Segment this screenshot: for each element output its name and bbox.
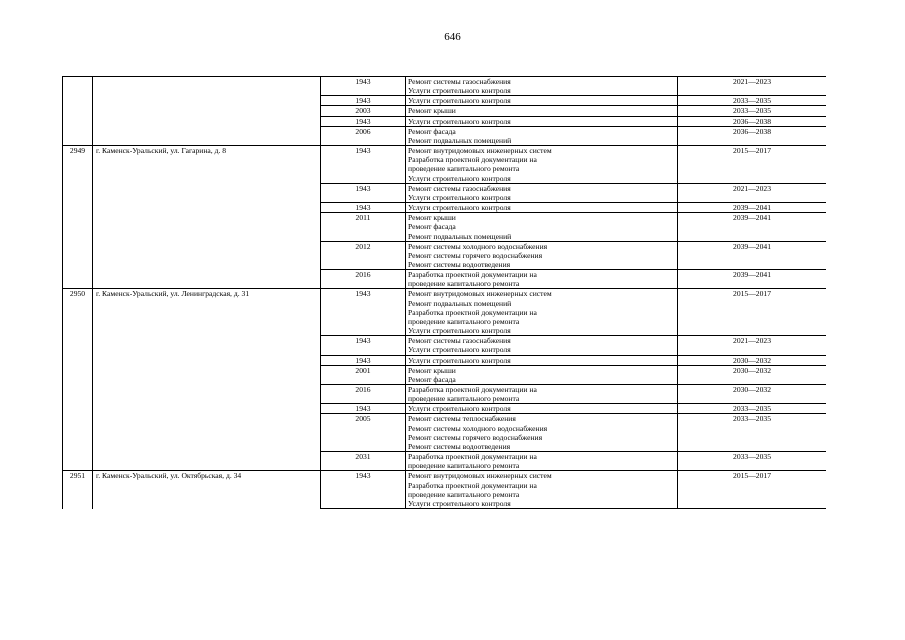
work-item: проведение капитального ремонта: [408, 316, 520, 326]
work-types: [406, 414, 678, 452]
work-types: [406, 355, 678, 365]
work-types: [406, 126, 678, 145]
build-year: 1943: [321, 203, 406, 213]
work-types: [406, 336, 678, 355]
build-year: 2012: [321, 241, 406, 269]
work-types: [406, 385, 678, 404]
build-year: 2016: [321, 385, 406, 404]
work-types: [406, 270, 678, 289]
work-item: Разработка проектной документации на: [408, 270, 537, 280]
work-types: [406, 183, 678, 202]
planned-period: 2039—2041: [678, 203, 827, 213]
work-item: Ремонт системы горячего водоснабжения: [408, 250, 543, 260]
work-item: Ремонт фасада: [408, 222, 456, 232]
work-item: Услуги строительного контроля: [408, 345, 511, 355]
work-item: Ремонт системы теплоснабжения: [408, 414, 516, 424]
work-item: Ремонт системы газоснабжения: [408, 336, 511, 346]
work-item: Разработка проектной документации на: [408, 307, 537, 317]
work-item: Ремонт системы газоснабжения: [408, 77, 511, 86]
build-year: 1943: [321, 77, 406, 96]
work-item: проведение капитального ремонта: [408, 489, 520, 499]
work-item: Ремонт внутридомовых инженерных систем: [408, 471, 552, 481]
planned-period: 2033—2035: [678, 106, 827, 116]
build-year: 1943: [321, 336, 406, 355]
work-item: Ремонт крыши: [408, 213, 456, 223]
planned-period: 2033—2035: [678, 404, 827, 414]
build-year: 2006: [321, 126, 406, 145]
work-item: Ремонт системы водоотведения: [408, 441, 511, 451]
planned-period: 2015—2017: [678, 289, 827, 336]
work-item: Разработка проектной документации на: [408, 452, 537, 462]
build-year: 2011: [321, 213, 406, 241]
work-item: Ремонт фасада: [408, 374, 456, 384]
work-item: Услуги строительного контроля: [408, 498, 511, 508]
work-item: Услуги строительного контроля: [408, 192, 511, 202]
planned-period: 2030—2032: [678, 355, 827, 365]
work-types: [406, 77, 678, 96]
work-types: [406, 452, 678, 471]
work-types: [406, 289, 678, 336]
build-year: 1943: [321, 183, 406, 202]
work-item: Ремонт крыши: [408, 365, 456, 375]
work-item: Ремонт внутридомовых инженерных систем: [408, 146, 552, 156]
planned-period: 2039—2041: [678, 213, 827, 241]
planned-period: 2015—2017: [678, 471, 827, 509]
work-item: Ремонт системы холодного водоснабжения: [408, 423, 548, 433]
build-year: 2016: [321, 270, 406, 289]
planned-period: 2021—2023: [678, 77, 827, 96]
work-item: Ремонт фасада: [408, 126, 456, 136]
work-item: Услуги строительного контроля: [408, 203, 511, 213]
page-number: 646: [444, 31, 461, 43]
table-row: [63, 77, 827, 96]
work-types: [406, 146, 678, 184]
planned-period: 2033—2035: [678, 452, 827, 471]
build-year: 1943: [321, 116, 406, 126]
planned-period: 2033—2035: [678, 414, 827, 452]
work-types: [406, 116, 678, 126]
planned-period: 2021—2023: [678, 336, 827, 355]
work-item: Разработка проектной документации на: [408, 385, 537, 394]
work-types: [406, 404, 678, 414]
work-item: Ремонт системы газоснабжения: [408, 183, 511, 193]
work-item: проведение капитального ремонта: [408, 164, 520, 174]
build-year: 1943: [321, 471, 406, 509]
object-address: [93, 77, 321, 146]
object-address: г. Каменск-Уральский, ул. Гагарина, д. 8: [93, 146, 321, 289]
object-number: [63, 77, 93, 146]
table-row: [63, 289, 827, 336]
work-item: Разработка проектной документации на: [408, 480, 537, 490]
table-body: [63, 77, 827, 509]
work-item: Услуги строительного контроля: [408, 404, 511, 414]
work-item: Услуги строительного контроля: [408, 86, 511, 96]
work-item: Услуги строительного контроля: [408, 326, 511, 336]
work-item: Услуги строительного контроля: [408, 96, 511, 106]
work-item: Услуги строительного контроля: [408, 116, 511, 126]
object-address: г. Каменск-Уральский, ул. Ленинградская, д. 31: [93, 289, 321, 471]
build-year: 2003: [321, 106, 406, 116]
planned-period: 2021—2023: [678, 183, 827, 202]
work-item: проведение капитального ремонта: [408, 394, 520, 404]
build-year: 1943: [321, 355, 406, 365]
work-item: проведение капитального ремонта: [408, 279, 520, 289]
work-item: Ремонт подвальных помещений: [408, 231, 512, 241]
build-year: 2005: [321, 414, 406, 452]
planned-period: 2036—2038: [678, 126, 827, 145]
planned-period: 2036—2038: [678, 116, 827, 126]
work-item: Ремонт системы холодного водоснабжения: [408, 241, 548, 251]
work-item: Ремонт системы горячего водоснабжения: [408, 432, 543, 442]
repair-schedule-table: [62, 76, 826, 509]
planned-period: 2033—2035: [678, 96, 827, 106]
table-row: [63, 146, 827, 184]
work-item: Ремонт подвальных помещений: [408, 298, 512, 308]
build-year: 2031: [321, 452, 406, 471]
work-types: [406, 203, 678, 213]
work-types: [406, 471, 678, 509]
work-item: Разработка проектной документации на: [408, 155, 537, 165]
work-types: [406, 365, 678, 384]
table-row: [63, 471, 827, 509]
build-year: 1943: [321, 146, 406, 184]
work-item: Ремонт крыши: [408, 106, 456, 116]
object-number: 2949: [63, 146, 93, 289]
work-types: [406, 106, 678, 116]
build-year: 1943: [321, 404, 406, 414]
object-address: г. Каменск-Уральский, ул. Октябрьская, д. 34: [93, 471, 321, 509]
planned-period: 2015—2017: [678, 146, 827, 184]
planned-period: 2039—2041: [678, 270, 827, 289]
object-number: 2950: [63, 289, 93, 471]
work-item: Услуги строительного контроля: [408, 355, 511, 365]
work-item: Услуги строительного контроля: [408, 173, 511, 183]
planned-period: 2030—2032: [678, 365, 827, 384]
planned-period: 2039—2041: [678, 241, 827, 269]
build-year: 2001: [321, 365, 406, 384]
object-number: 2951: [63, 471, 93, 509]
planned-period: 2030—2032: [678, 385, 827, 404]
work-types: [406, 213, 678, 241]
work-item: Ремонт подвальных помещений: [408, 135, 512, 145]
build-year: 1943: [321, 289, 406, 336]
work-item: Ремонт системы водоотведения: [408, 259, 511, 269]
build-year: 1943: [321, 96, 406, 106]
work-types: [406, 96, 678, 106]
work-types: [406, 241, 678, 269]
work-item: проведение капитального ремонта: [408, 461, 520, 471]
work-item: Ремонт внутридомовых инженерных систем: [408, 289, 552, 299]
repair-schedule-table-wrapper: [62, 76, 826, 598]
